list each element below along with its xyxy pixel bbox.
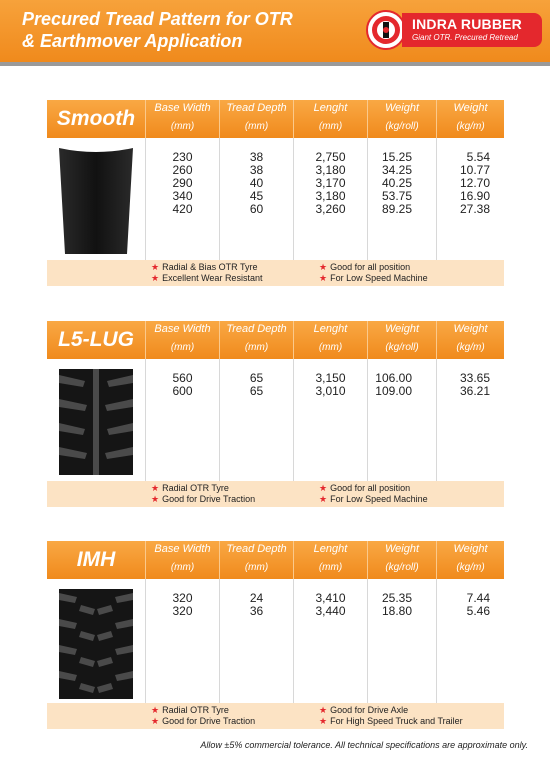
section-body (47, 579, 504, 703)
star-icon: ★ (319, 262, 328, 272)
col-unit: (mm) (318, 562, 343, 573)
table-cell: 3,180 (315, 163, 346, 177)
star-icon: ★ (319, 705, 328, 715)
page-title (22, 8, 293, 52)
table-cell: 7.44 (466, 591, 490, 605)
star-icon: ★ (151, 262, 160, 272)
col-unit: (kg/roll) (385, 121, 419, 132)
feature-item: ★ Good for Drive Traction (151, 494, 256, 504)
col-weight-m (436, 359, 504, 481)
feature-item: ★ Good for Drive Axle (319, 705, 409, 715)
star-icon: ★ (319, 716, 328, 726)
col-header-tread-depth (219, 321, 293, 359)
table-cell: 320 (172, 604, 193, 618)
col-label: Tread Depth (226, 543, 287, 555)
col-header-weight-roll (367, 100, 436, 138)
header-divider (0, 62, 550, 66)
section-header (47, 321, 504, 359)
section-body (47, 359, 504, 481)
col-header-length (293, 321, 367, 359)
col-label: Tread Depth (226, 102, 287, 114)
table-cell: 230 (172, 150, 193, 164)
feature-band (47, 481, 504, 507)
col-base-width (145, 359, 219, 481)
col-label: Weight (453, 323, 488, 335)
section-title: L5-LUG (58, 328, 134, 351)
col-header-tread-depth (219, 100, 293, 138)
tolerance-note: Allow ±5% commercial tolerance. All technical specifications are approximate only. (200, 740, 528, 750)
star-icon: ★ (319, 483, 328, 493)
col-label: Lenght (313, 102, 348, 114)
table-cell: 65 (249, 384, 264, 398)
col-header-weight-m (436, 541, 504, 579)
brand-badge (402, 13, 542, 47)
col-unit: (mm) (170, 121, 195, 132)
col-unit: (mm) (170, 342, 195, 353)
star-icon: ★ (319, 494, 328, 504)
col-label: Base Width (154, 543, 211, 555)
col-unit: (mm) (318, 342, 343, 353)
col-length (293, 579, 367, 703)
table-cell: 34.25 (381, 163, 412, 177)
star-icon: ★ (151, 483, 160, 493)
section-smooth (47, 100, 504, 286)
section-header (47, 541, 504, 579)
table-cell: 33.65 (459, 371, 490, 385)
table-cell: 45 (249, 189, 264, 203)
section-title: Smooth (56, 107, 136, 130)
feature-item: ★ Good for all position (319, 483, 411, 493)
col-header-base-width (145, 100, 219, 138)
brand-seal-icon (366, 10, 406, 50)
page-title-line1: Precured Tread Pattern for OTR (22, 9, 293, 29)
col-unit: (mm) (318, 121, 343, 132)
table-cell: 2,750 (315, 150, 346, 164)
feature-item: ★ Good for Drive Traction (151, 716, 256, 726)
table-cell: 3,010 (315, 384, 346, 398)
table-cell: 40.25 (381, 176, 412, 190)
smooth-tread-icon (55, 148, 137, 254)
table-cell: 65 (249, 371, 264, 385)
col-label: Base Width (154, 323, 211, 335)
table-cell: 53.75 (381, 189, 412, 203)
lug-tread-icon (55, 369, 137, 475)
col-label: Weight (384, 323, 420, 335)
table-cell: 27.38 (459, 202, 490, 216)
table-cell: 60 (249, 202, 264, 216)
table-cell: 560 (172, 371, 193, 385)
table-cell: 24 (249, 591, 264, 605)
col-label: Lenght (313, 543, 348, 555)
feature-item: ★ Excellent Wear Resistant (151, 273, 263, 283)
table-cell: 3,260 (315, 202, 346, 216)
table-cell: 340 (172, 189, 193, 203)
table-cell: 16.90 (459, 189, 490, 203)
col-header-length (293, 100, 367, 138)
table-cell: 40 (249, 176, 264, 190)
col-unit: (mm) (170, 562, 195, 573)
star-icon: ★ (151, 494, 160, 504)
col-header-weight-roll (367, 321, 436, 359)
col-unit: (kg/m) (456, 121, 485, 132)
col-header-weight-m (436, 100, 504, 138)
col-base-width (145, 579, 219, 703)
col-weight-m (436, 579, 504, 703)
col-base-width (145, 138, 219, 260)
col-weight-roll (367, 138, 436, 260)
section-body (47, 138, 504, 260)
table-cell: 3,410 (315, 591, 346, 605)
brand-tagline: Giant OTR. Precured Retread (412, 33, 518, 42)
col-tread-depth (219, 359, 293, 481)
star-icon: ★ (319, 273, 328, 283)
table-cell: 38 (249, 150, 264, 164)
col-header-length (293, 541, 367, 579)
page-header (0, 0, 550, 62)
feature-item: ★ Radial OTR Tyre (151, 483, 229, 493)
section-l5-lug (47, 321, 504, 507)
section-imh (47, 541, 504, 731)
feature-band (47, 703, 504, 729)
table-cell: 260 (172, 163, 193, 177)
col-unit: (kg/m) (456, 562, 485, 573)
table-cell: 5.46 (466, 604, 490, 618)
table-cell: 10.77 (459, 163, 490, 177)
table-cell: 12.70 (459, 176, 490, 190)
feature-item: ★ For Low Speed Machine (319, 273, 428, 283)
table-cell: 106.00 (375, 371, 412, 385)
col-header-base-width (145, 541, 219, 579)
table-cell: 320 (172, 591, 193, 605)
star-icon: ★ (151, 273, 160, 283)
feature-item: ★ For High Speed Truck and Trailer (319, 716, 463, 726)
table-cell: 290 (172, 176, 193, 190)
table-cell: 38 (249, 163, 264, 177)
col-length (293, 138, 367, 260)
table-cell: 3,170 (315, 176, 346, 190)
col-label: Lenght (313, 323, 348, 335)
col-label: Weight (384, 102, 420, 114)
table-cell: 3,180 (315, 189, 346, 203)
col-tread-depth (219, 138, 293, 260)
col-unit: (mm) (244, 342, 269, 353)
col-unit: (mm) (244, 121, 269, 132)
col-tread-depth (219, 579, 293, 703)
col-unit: (kg/roll) (385, 342, 419, 353)
brand-name: INDRA RUBBER (412, 16, 522, 32)
section-header (47, 100, 504, 138)
col-label: Weight (384, 543, 420, 555)
col-header-base-width (145, 321, 219, 359)
col-unit: (mm) (244, 562, 269, 573)
col-label: Tread Depth (226, 323, 287, 335)
table-cell: 89.25 (381, 202, 412, 216)
feature-band (47, 260, 504, 286)
col-length (293, 359, 367, 481)
star-icon: ★ (151, 716, 160, 726)
col-weight-roll (367, 579, 436, 703)
feature-item: ★ Good for all position (319, 262, 411, 272)
col-header-weight-roll (367, 541, 436, 579)
table-cell: 420 (172, 202, 193, 216)
feature-item: ★ Radial & Bias OTR Tyre (151, 262, 258, 272)
brand-logo (366, 10, 542, 50)
table-cell: 109.00 (375, 384, 412, 398)
page-title-line2: & Earthmover Application (22, 31, 243, 51)
table-cell: 18.80 (381, 604, 412, 618)
feature-item: ★ For Low Speed Machine (319, 494, 428, 504)
table-cell: 3,150 (315, 371, 346, 385)
table-cell: 15.25 (381, 150, 412, 164)
table-cell: 25.35 (381, 591, 412, 605)
col-unit: (kg/roll) (385, 562, 419, 573)
col-label: Weight (453, 543, 488, 555)
table-cell: 36 (249, 604, 264, 618)
col-unit: (kg/m) (456, 342, 485, 353)
col-label: Weight (453, 102, 488, 114)
col-label: Base Width (154, 102, 211, 114)
imh-tread-icon (55, 589, 137, 699)
star-icon: ★ (151, 705, 160, 715)
table-cell: 36.21 (459, 384, 490, 398)
table-cell: 3,440 (315, 604, 346, 618)
feature-item: ★ Radial OTR Tyre (151, 705, 229, 715)
table-cell: 5.54 (466, 150, 490, 164)
col-weight-m (436, 138, 504, 260)
col-weight-roll (367, 359, 436, 481)
col-header-weight-m (436, 321, 504, 359)
section-title: IMH (76, 548, 116, 571)
col-header-tread-depth (219, 541, 293, 579)
table-cell: 600 (172, 384, 193, 398)
